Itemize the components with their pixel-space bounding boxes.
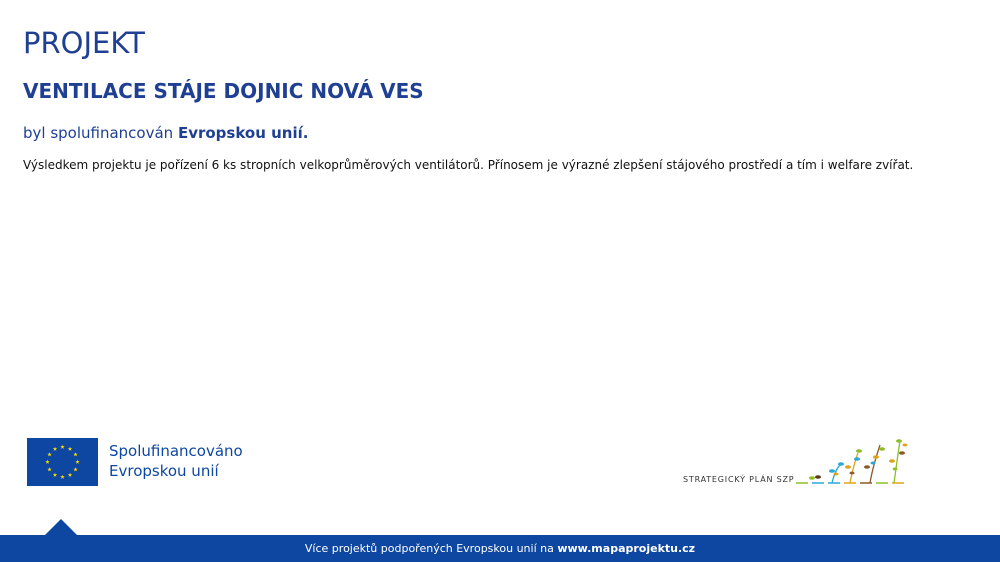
project-title: VENTILACE STÁJE DOJNIC NOVÁ VES [23,79,424,103]
footer-notch [45,519,77,535]
eu-logo-line1: Spolufinancováno [109,442,243,460]
eu-logo-text [109,441,243,481]
eu-flag-icon [27,438,98,486]
plants-growth-icon [796,437,912,487]
footer-bar [0,535,1000,562]
page-heading: PROJEKT [23,26,145,60]
strategic-plan-logo [683,437,915,489]
eu-cofinanced-logo [27,438,267,488]
eu-logo-line2: Evropskou unií [109,462,219,480]
cofinanced-highlight: Evropskou unií. [177,124,309,142]
cofinanced-prefix: byl spolufinancován [23,124,178,142]
project-description: Výsledkem projektu je pořízení 6 ks stropních velkoprůměrových ventilátorů. Přínosem je výrazné zlepšení stájového prostředí a tím i welfare zvířat. [23,158,914,172]
footer-link[interactable]: www.mapaprojektu.cz [557,542,696,555]
footer-text: Více projektů podpořených Evropskou unií na [304,542,558,555]
cofinanced-line [23,123,308,143]
strategic-plan-label: STRATEGICKÝ PLÁN SZP [683,475,795,484]
